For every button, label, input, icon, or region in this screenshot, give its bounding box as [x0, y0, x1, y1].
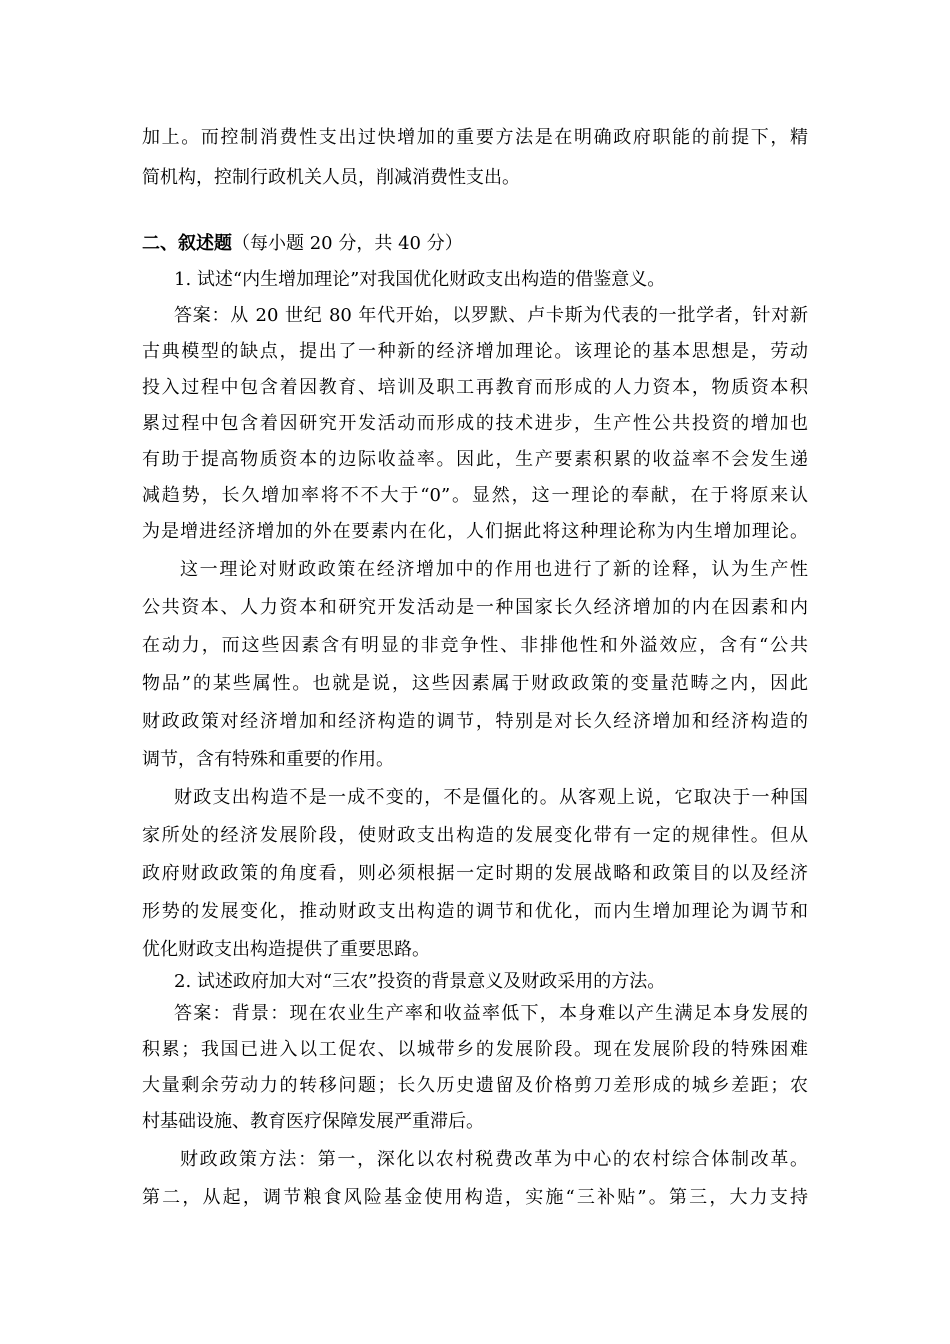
- question-2-title: 2. 试述政府加大对“三农”投资的背景意义及财政采用的方法。: [174, 971, 666, 992]
- answer-2-line: 答案：背景：现在农业生产率和收益率低下，本身难以产生满足本身发展的: [174, 1003, 808, 1024]
- answer-1-line: 财政政策对经济增加和经济构造的调节，特别是对长久经济增加和经济构造的: [142, 711, 808, 732]
- answer-1-line: 家所处的经济发展阶段，使财政支出构造的发展变化带有一定的规律性。但从: [142, 825, 808, 846]
- answer-1-line: 物品”的某些属性。也就是说，这些因素属于财政政策的变量范畴之内，因此: [142, 673, 808, 694]
- answer-1-line: 公共资本、人力资本和研究开发活动是一种国家长久经济增加的内在因素和内: [142, 597, 808, 618]
- answer-1-line: 财政支出构造不是一成不变的，不是僵化的。从客观上说，它取决于一种国: [174, 787, 808, 808]
- section-heading: [142, 226, 808, 262]
- answer-2-line: 积累；我国已进入以工促农、以城带乡的发展阶段。现在发展阶段的特殊困难: [142, 1039, 808, 1060]
- paragraph-line-1: 加上。而控制消费性支出过快增加的重要方法是在明确政府职能的前提下，精: [142, 127, 808, 148]
- question-1-title: 1. 试述“内生增加理论”对我国优化财政支出构造的借鉴意义。: [174, 269, 666, 290]
- answer-1-line: 古典模型的缺点，提出了一种新的经济增加理论。该理论的基本思想是，劳动: [142, 341, 808, 362]
- answer-1-line: 这一理论对财政政策在经济增加中的作用也进行了新的诠释，认为生产性: [180, 559, 808, 580]
- paragraph-line-2: 简机构，控制行政机关人员，削减消费性支出。: [142, 167, 520, 188]
- answer-1-line: 答案：从 20 世纪 80 年代开始，以罗默、卢卡斯为代表的一批学者，针对新: [174, 305, 808, 326]
- section-title: 二、叙述题: [142, 233, 232, 254]
- answer-1-line: 有助于提高物质资本的边际收益率。因此，生产要素积累的收益率不会发生递: [142, 449, 808, 470]
- answer-1-line: 在动力，而这些因素含有明显的非竞争性、非排他性和外溢效应，含有“公共: [142, 635, 808, 656]
- answer-1-line: 投入过程中包含着因教育、培训及职工再教育而形成的人力资本，物质资本积: [142, 377, 808, 398]
- answer-2-line: 大量剩余劳动力的转移问题；长久历史遗留及价格剪刀差形成的城乡差距；农: [142, 1075, 808, 1096]
- answer-1-line: 政府财政政策的角度看，则必须根据一定时期的发展战略和政策目的以及经济: [142, 863, 808, 884]
- section-score-note: （每小题 20 分，共 40 分）: [232, 233, 463, 254]
- answer-1-line: 调节，含有特殊和重要的作用。: [142, 749, 394, 770]
- answer-1-line: 减趋势，长久增加率将不不大于“0”。显然，这一理论的奉献，在于将原来认: [142, 485, 808, 506]
- answer-2-line: 村基础设施、教育医疗保障发展严重滞后。: [142, 1111, 484, 1132]
- answer-1-line: 优化财政支出构造提供了重要思路。: [142, 939, 430, 960]
- answer-1-line: 形势的发展变化，推动财政支出构造的调节和优化，而内生增加理论为调节和: [142, 901, 808, 922]
- answer-1-line: 为是增进经济增加的外在要素内在化，人们据此将这种理论称为内生增加理论。: [142, 521, 808, 542]
- answer-2-line: 财政政策方法：第一，深化以农村税费改革为中心的农村综合体制改革。: [180, 1149, 808, 1170]
- answer-1-line: 累过程中包含着因研究开发活动而形成的技术进步，生产性公共投资的增加也: [142, 413, 808, 434]
- answer-2-line: 第二，从起，调节粮食风险基金使用构造，实施“三补贴”。第三，大力支持: [142, 1187, 808, 1208]
